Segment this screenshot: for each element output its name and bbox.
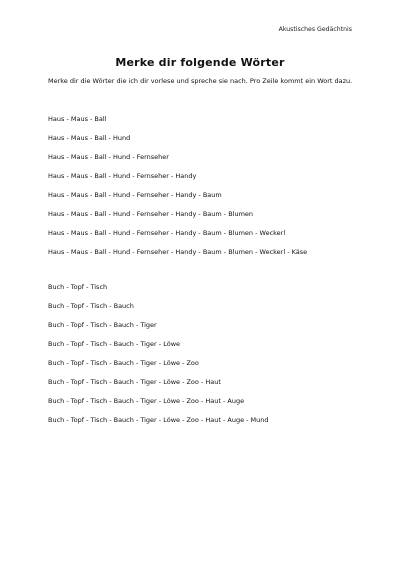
page-title: Merke dir folgende Wörter	[115, 56, 285, 69]
word-list-line: Buch - Topf - Tisch - Bauch - Tiger - Löwe - Zoo - Haut - Auge - Mund	[48, 416, 269, 424]
word-list-line: Buch - Topf - Tisch - Bauch	[48, 302, 134, 310]
word-list-line: Haus - Maus - Ball - Hund - Fernseher - Handy - Baum - Blumen	[48, 210, 254, 218]
word-list-line: Haus - Maus - Ball - Hund	[48, 134, 131, 142]
word-list-line: Haus - Maus - Ball - Hund - Fernseher - Handy - Baum - Blumen - Weckerl - Käse	[48, 248, 308, 256]
word-list-line: Haus - Maus - Ball	[48, 115, 107, 123]
word-list-line: Buch - Topf - Tisch - Bauch - Tiger - Löwe - Zoo - Haut	[48, 378, 221, 386]
word-list-group-2	[48, 281, 368, 433]
word-list-line: Buch - Topf - Tisch - Bauch - Tiger - Löwe	[48, 340, 181, 348]
word-list-group-1	[48, 113, 368, 265]
word-list-line: Buch - Topf - Tisch - Bauch - Tiger - Löwe - Zoo	[48, 359, 199, 367]
word-list-line: Haus - Maus - Ball - Hund - Fernseher - Handy - Baum	[48, 191, 222, 199]
page-header-label: Akustisches Gedächtnis	[278, 26, 352, 33]
word-list-line: Buch - Topf - Tisch - Bauch - Tiger - Löwe - Zoo - Haut - Auge	[48, 397, 245, 405]
instructions-paragraph: Merke dir die Wörter die ich dir vorlese und spreche sie nach. Pro Zeile kommt ein Wort dazu.	[48, 77, 353, 85]
word-list-line: Haus - Maus - Ball - Hund - Fernseher - Handy - Baum - Blumen - Weckerl	[48, 229, 286, 237]
word-list-line: Haus - Maus - Ball - Hund - Fernseher	[48, 153, 169, 161]
word-list-line: Haus - Maus - Ball - Hund - Fernseher - Handy	[48, 172, 197, 180]
word-list-line: Buch - Topf - Tisch	[48, 283, 108, 291]
word-list-line: Buch - Topf - Tisch - Bauch - Tiger	[48, 321, 157, 329]
